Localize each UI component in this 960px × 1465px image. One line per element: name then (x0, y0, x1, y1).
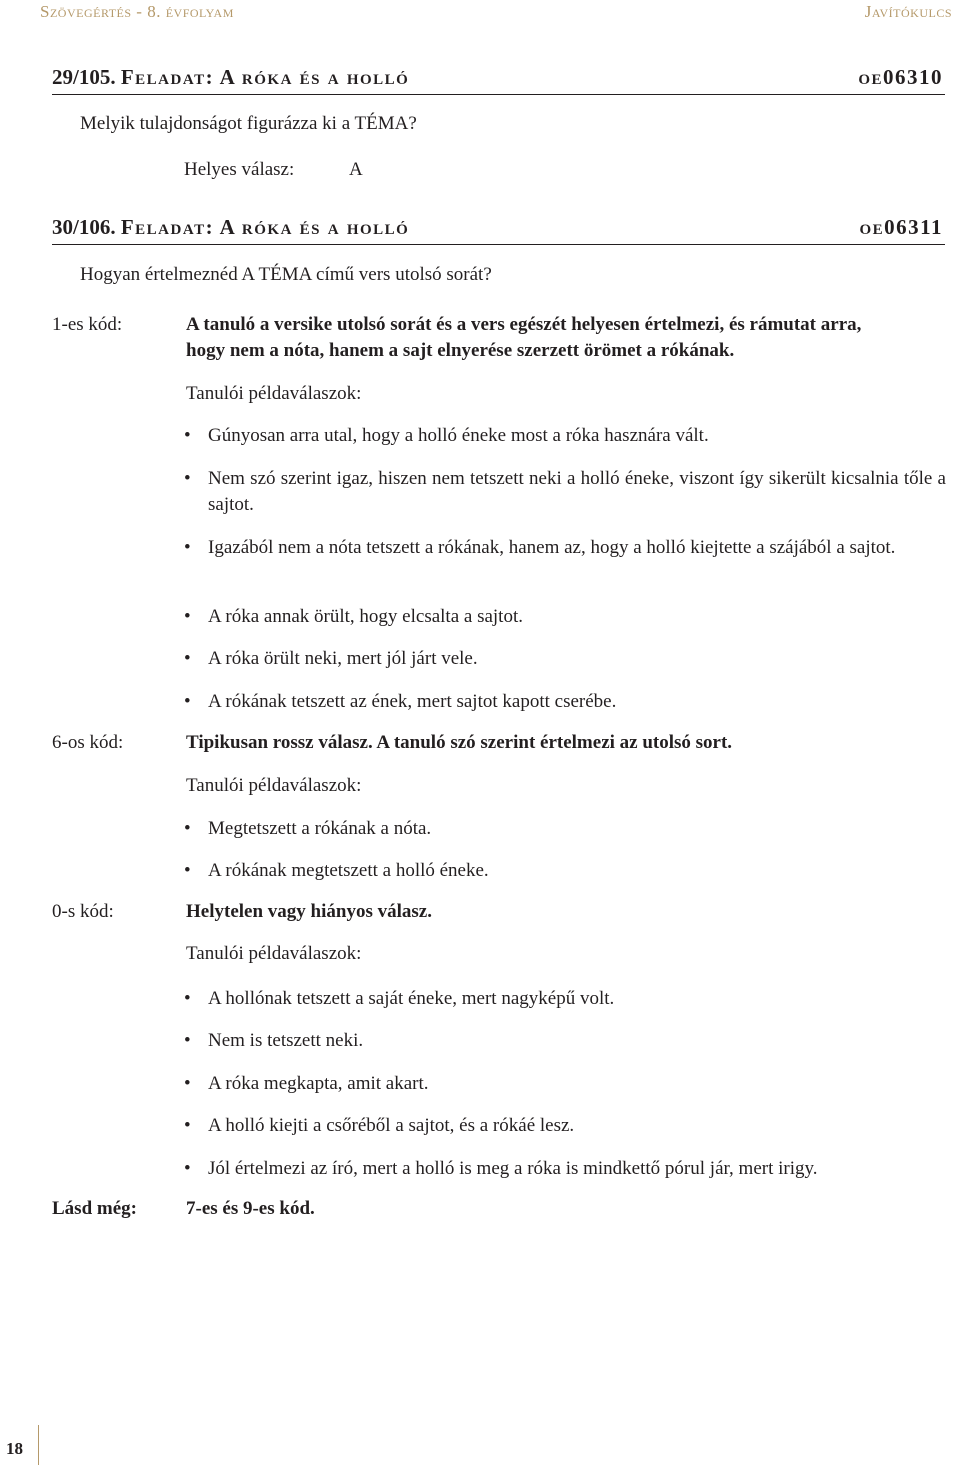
task-title (52, 65, 409, 90)
code-1-label: 1-es kód: (52, 314, 123, 335)
header-left: Szövegértés - 8. évfolyam (40, 2, 234, 21)
list-item: • A róka megkapta, amit akart. (186, 1071, 946, 1097)
code-0-description: Helytelen vagy hiányos válasz. (186, 901, 432, 922)
bullet-icon: • (184, 648, 191, 669)
list-item: • Igazából nem a nóta tetszett a rókának, hanem az, hogy a holló kiejtette a szájából a sajtot. (186, 535, 946, 561)
bullet-icon: • (184, 860, 191, 881)
task-number: 30/106. (52, 215, 116, 239)
task-number: 29/105. (52, 65, 116, 89)
code-0-label: 0-s kód: (52, 901, 114, 922)
bullet-icon: • (184, 1073, 191, 1094)
bullet-icon: • (184, 537, 191, 558)
list-item: • Nem is tetszett neki. (186, 1028, 946, 1054)
task-code: oe06310 (858, 65, 943, 89)
code-6-label: 6-os kód: (52, 732, 124, 753)
see-also-label: Lásd még: (52, 1198, 137, 1219)
bullet-icon: • (184, 1158, 191, 1179)
task-heading-29 (52, 60, 945, 95)
list-item: • A róka annak örült, hogy elcsalta a sajtot. (186, 604, 946, 630)
task-title (52, 215, 409, 240)
list-item: • Nem szó szerint igaz, hiszen nem tetszett neki a holló éneke, viszont így sikerült kicsalnia tőle a sajtot. (184, 468, 946, 515)
list-item: • Jól értelmezi az író, mert a holló is meg a róka is mindkettő pórul jár, mert irigy. (186, 1156, 946, 1182)
bullet-icon: • (184, 691, 191, 712)
examples-heading: Tanulói példaválaszok: (186, 775, 362, 796)
code-1-description-line2: hogy nem a nóta, hanem a sajt elnyerése szerzett örömet a rókának. (186, 340, 735, 361)
bullet-icon: • (184, 818, 191, 839)
task-name: Feladat: A róka és a holló (120, 65, 410, 89)
bullet-icon: • (184, 988, 191, 1009)
see-also-text: 7-es és 9-es kód. (186, 1198, 315, 1219)
header-right: Javítókulcs (864, 2, 952, 21)
list-item: • A rókának megtetszett a holló éneke. (186, 858, 946, 884)
page-number: 18 (6, 1439, 23, 1458)
examples-heading: Tanulói példaválaszok: (186, 383, 362, 404)
task-name: Feladat: A róka és a holló (120, 215, 410, 239)
bullet-icon: • (184, 606, 191, 627)
code-1-description-line1: A tanuló a versike utolsó sorát és a vers egészét helyesen értelmezi, és rámutat arra, (186, 314, 862, 335)
answer-value: A (349, 159, 363, 180)
bullet-icon: • (184, 425, 191, 446)
task-code: oe06311 (859, 215, 943, 239)
answer-label: Helyes válasz: (184, 159, 295, 180)
examples-heading: Tanulói példaválaszok: (186, 943, 362, 964)
list-item: • Gúnyosan arra utal, hogy a holló éneke most a róka hasznára vált. (186, 423, 946, 449)
page-number-box (0, 1425, 39, 1465)
bullet-icon: • (184, 1115, 191, 1136)
list-item: • A rókának tetszett az ének, mert sajtot kapott cserébe. (186, 689, 946, 715)
code-6-description: Tipikusan rossz válasz. A tanuló szó szerint értelmezi az utolsó sort. (186, 732, 733, 753)
task-heading-30 (52, 210, 945, 245)
task-question: Hogyan értelmeznéd A TÉMA című vers utolsó sorát? (80, 264, 492, 285)
list-item: • A holló kiejti a csőréből a sajtot, és a rókáé lesz. (186, 1113, 946, 1139)
list-item: • A róka örült neki, mert jól járt vele. (186, 646, 946, 672)
bullet-icon: • (184, 468, 191, 489)
bullet-icon: • (184, 1030, 191, 1051)
task-question: Melyik tulajdonságot figurázza ki a TÉMA? (80, 113, 417, 134)
list-item: • Megtetszett a rókának a nóta. (186, 816, 946, 842)
list-item: • A hollónak tetszett a saját éneke, mert nagyképű volt. (186, 986, 946, 1012)
